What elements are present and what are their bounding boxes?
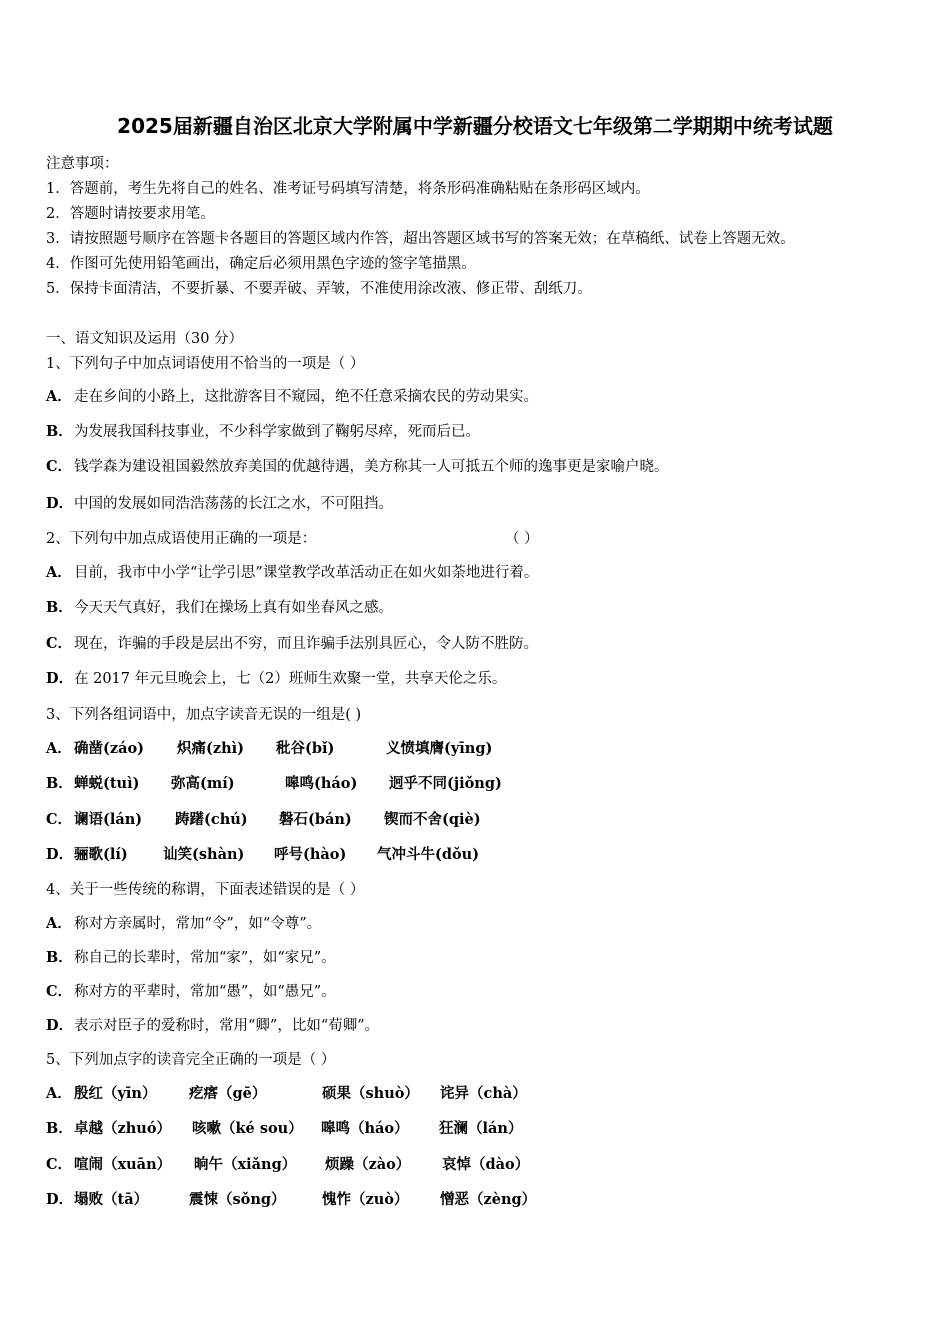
- option-text: 称对方亲属时，常加“令”，如“令尊”。: [74, 916, 322, 932]
- option-label: B．: [46, 949, 73, 966]
- question-4-stem: 4、关于一些传统的称谓，下面表述错误的是（ ）: [46, 882, 365, 898]
- question-1-option-c: [46, 455, 669, 476]
- option-label: D．: [46, 495, 74, 512]
- option-text: 称对方的平辈时，常加“愚”，如“愚兄”。: [74, 984, 336, 1000]
- question-3-option-d: [46, 843, 74, 864]
- option-text: 表示对臣子的爱称时，常用“卿”，比如“荀卿”。: [74, 1018, 380, 1034]
- question-3-stem: 3、下列各组词语中，加点字读音无误的一组是( ): [46, 707, 362, 723]
- option-label: A．: [46, 1085, 72, 1102]
- option-label: B．: [46, 423, 73, 440]
- question-2-option-b: [46, 596, 393, 617]
- word-item: 塌败（tā）: [74, 1191, 149, 1208]
- question-3-option-c: [46, 808, 74, 829]
- word-item: 锲而不舍(qiè): [384, 811, 481, 828]
- question-1-option-b: [46, 420, 480, 441]
- word-item: 义愤填膺(yīng): [386, 740, 493, 757]
- word-item: 磐石(bán): [279, 811, 352, 828]
- word-item: 气冲斗牛(dǒu): [377, 846, 480, 863]
- word-item: 嗥鸣(háo): [285, 775, 358, 792]
- word-item: 蝉蜕(tuì): [74, 775, 140, 792]
- question-3-option-b: [46, 772, 74, 793]
- question-5-option-b: [46, 1117, 74, 1138]
- word-item: 震悚（sǒng）: [189, 1191, 286, 1208]
- word-item: 咳嗽（ké sou）: [192, 1120, 303, 1137]
- question-2-option-a: [46, 561, 538, 582]
- word-item: 骊歌(lí): [74, 846, 128, 863]
- option-text: 为发展我国科技事业，不少科学家做到了鞠躬尽瘁，死而后已。: [74, 424, 480, 440]
- option-label: D．: [46, 1017, 74, 1034]
- question-1-option-d: [46, 492, 393, 513]
- word-item: 确凿(záo): [74, 740, 145, 757]
- notice-item: 3．请按照题号顺序在答题卡各题目的答题区域内作答，超出答题区域书写的答案无效；在草稿纸、试卷上答题无效。: [46, 231, 795, 247]
- option-text: 今天天气真好，我们在操场上真有如坐春风之感。: [74, 600, 393, 616]
- page-title: 2025届新疆自治区北京大学附属中学新疆分校语文七年级第二学期期中统考试题: [117, 114, 833, 138]
- question-4-option-d: [46, 1014, 379, 1035]
- option-text: 走在乡间的小路上，这批游客目不窥园，绝不任意采摘农民的劳动果实。: [74, 389, 538, 405]
- option-label: C．: [46, 458, 73, 475]
- option-label: B．: [46, 1120, 73, 1137]
- notice-item: 1．答题前，考生先将自己的姓名、准考证号码填写清楚，将条形码准确粘贴在条形码区域内。: [46, 181, 650, 197]
- question-2-stem: 2、下列句中加点成语使用正确的一项是：: [46, 531, 317, 547]
- word-item: 烦躁（zào）: [325, 1156, 411, 1173]
- option-label: A．: [46, 915, 72, 932]
- question-2-option-c: [46, 632, 538, 653]
- option-label: D．: [46, 1191, 74, 1208]
- word-item: 憎恶（zèng）: [440, 1191, 537, 1208]
- option-label: A．: [46, 564, 72, 581]
- option-text: 称自己的长辈时，常加“家”，如“家兄”。: [74, 950, 336, 966]
- notice-item: 4．作图可先使用铅笔画出，确定后必须用黑色字迹的签字笔描黑。: [46, 256, 476, 272]
- question-1-option-a: [46, 385, 538, 406]
- option-label: D．: [46, 670, 74, 687]
- question-5-option-d: [46, 1188, 74, 1209]
- word-item: 殷红（yīn）: [74, 1085, 157, 1102]
- option-label: A．: [46, 740, 72, 757]
- option-text: 在 2017 年元旦晚会上，七（2）班师生欢聚一堂，共享天伦之乐。: [74, 671, 507, 687]
- option-text: 现在，诈骗的手段是层出不穷，而且诈骗手法别具匠心，令人防不胜防。: [74, 636, 538, 652]
- option-label: A．: [46, 388, 72, 405]
- word-item: 迥乎不同(jiǒng): [389, 775, 502, 792]
- question-5-stem: 5、下列加点字的读音完全正确的一项是（ ）: [46, 1052, 336, 1068]
- word-item: 呼号(hào): [274, 846, 347, 863]
- question-2-option-d: [46, 667, 506, 688]
- word-item: 嗥鸣（háo）: [321, 1120, 409, 1137]
- option-text: 目前，我市中小学“让学引思”课堂教学改革活动正在如火如荼地进行着。: [74, 565, 539, 581]
- word-item: 疙瘩（gē）: [189, 1085, 267, 1102]
- option-label: C．: [46, 1156, 73, 1173]
- answer-parenthesis: （ ）: [505, 531, 539, 547]
- option-text: 中国的发展如同浩浩荡荡的长江之水，不可阻挡。: [74, 496, 393, 512]
- word-item: 狂澜（lán）: [439, 1120, 523, 1137]
- word-item: 晌午（xiǎng）: [194, 1156, 297, 1173]
- word-item: 秕谷(bǐ): [276, 740, 335, 757]
- word-item: 踌躇(chú): [175, 811, 248, 828]
- option-label: C．: [46, 635, 73, 652]
- word-item: 谰语(lán): [74, 811, 143, 828]
- option-text: 钱学森为建设祖国毅然放弃美国的优越待遇，美方称其一人可抵五个师的逸事更是家喻户晓。: [74, 459, 669, 475]
- question-5-option-a: [46, 1082, 74, 1103]
- question-4-option-a: [46, 912, 321, 933]
- word-item: 哀悼（dào）: [442, 1156, 530, 1173]
- word-item: 诧异（chà）: [440, 1085, 527, 1102]
- word-item: 硕果（shuò）: [322, 1085, 419, 1102]
- word-item: 喧闹（xuān）: [74, 1156, 172, 1173]
- question-4-option-c: [46, 980, 336, 1001]
- word-item: 弥高(mí): [171, 775, 235, 792]
- question-3-option-a: [46, 737, 74, 758]
- word-item: 炽痛(zhì): [177, 740, 245, 757]
- section-heading: 一、语文知识及运用（30 分）: [46, 331, 244, 347]
- option-label: B．: [46, 599, 73, 616]
- notice-heading: 注意事项：: [46, 156, 119, 172]
- option-label: C．: [46, 983, 73, 1000]
- word-item: 讪笑(shàn): [163, 846, 245, 863]
- question-4-option-b: [46, 946, 336, 967]
- notice-item: 5．保持卡面清洁，不要折暴、不要弄破、弄皱，不准使用涂改液、修正带、刮纸刀。: [46, 281, 592, 297]
- option-label: D．: [46, 846, 74, 863]
- option-label: B．: [46, 775, 73, 792]
- option-label: C．: [46, 811, 73, 828]
- notice-item: 2．答题时请按要求用笔。: [46, 206, 215, 222]
- question-1-stem: 1、下列句子中加点词语使用不恰当的一项是（ ）: [46, 356, 365, 372]
- word-item: 卓越（zhuó）: [74, 1120, 171, 1137]
- question-5-option-c: [46, 1153, 74, 1174]
- word-item: 愧怍（zuò）: [322, 1191, 409, 1208]
